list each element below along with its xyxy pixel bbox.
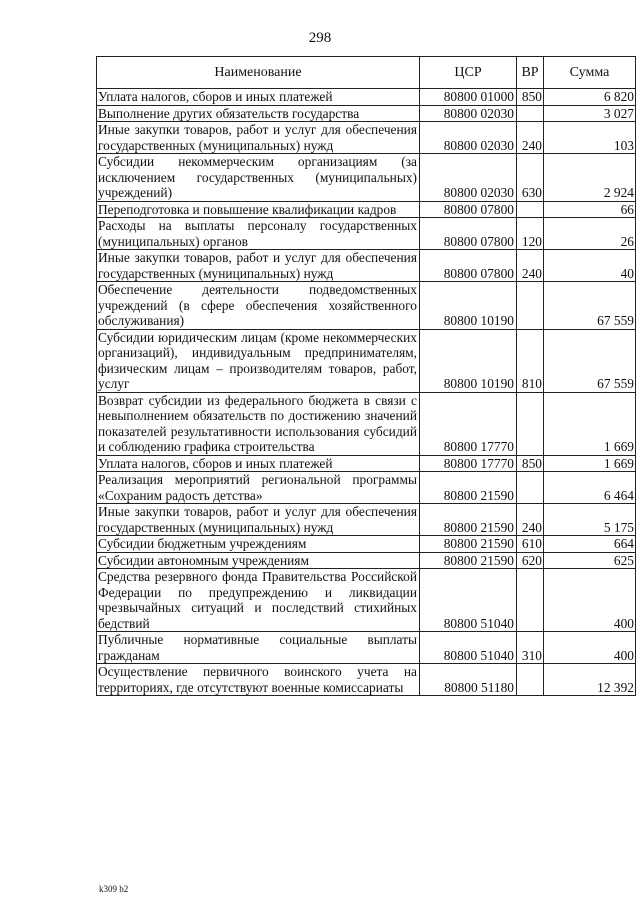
row-sum: 12 392 <box>544 664 636 696</box>
row-name: Уплата налогов, сборов и иных платежей <box>97 455 420 472</box>
row-csr: 80800 10190 <box>420 329 517 392</box>
row-vr: 850 <box>517 455 544 472</box>
row-name: Иные закупки товаров, работ и услуг для обеспечения государственных (муниципальных) нужд <box>97 122 420 154</box>
row-name: Расходы на выплаты персоналу государственных (муниципальных) органов <box>97 218 420 250</box>
row-csr: 80800 07800 <box>420 201 517 218</box>
row-name: Осуществление первичного воинского учета на территориях, где отсутствуют военные комиссариаты <box>97 664 420 696</box>
header-sum: Сумма <box>544 57 636 89</box>
row-vr <box>517 664 544 696</box>
table-row <box>97 536 636 553</box>
row-sum: 3 027 <box>544 105 636 122</box>
table-header-row <box>97 57 636 89</box>
row-csr: 80800 10190 <box>420 282 517 330</box>
row-vr: 620 <box>517 552 544 569</box>
table-row <box>97 122 636 154</box>
table-row <box>97 632 636 664</box>
row-csr: 80800 02030 <box>420 154 517 202</box>
row-csr: 80800 17770 <box>420 392 517 455</box>
row-name: Субсидии некоммерческим организациям (за исключением государственных (муниципальных) учреждений) <box>97 154 420 202</box>
header-name: Наименование <box>97 57 420 89</box>
table-row <box>97 504 636 536</box>
row-csr: 80800 07800 <box>420 218 517 250</box>
row-csr: 80800 21590 <box>420 472 517 504</box>
table-row <box>97 455 636 472</box>
row-csr: 80800 21590 <box>420 536 517 553</box>
row-csr: 80800 07800 <box>420 250 517 282</box>
budget-table <box>96 56 636 696</box>
row-csr: 80800 51180 <box>420 664 517 696</box>
row-csr: 80800 21590 <box>420 552 517 569</box>
row-csr: 80800 02030 <box>420 105 517 122</box>
row-csr: 80800 51040 <box>420 569 517 632</box>
row-csr: 80800 51040 <box>420 632 517 664</box>
row-name: Субсидии юридическим лицам (кроме некоммерческих организаций), индивидуальным предпринимателям, физическим лицам – производителям товаров, работ, услуг <box>97 329 420 392</box>
row-vr <box>517 569 544 632</box>
header-vr: ВР <box>517 57 544 89</box>
row-vr: 310 <box>517 632 544 664</box>
row-vr <box>517 105 544 122</box>
footer-code: k309 b2 <box>99 884 129 894</box>
row-vr: 240 <box>517 122 544 154</box>
row-sum: 1 669 <box>544 455 636 472</box>
row-sum: 2 924 <box>544 154 636 202</box>
row-sum: 400 <box>544 569 636 632</box>
row-name: Публичные нормативные социальные выплаты гражданам <box>97 632 420 664</box>
table-row <box>97 282 636 330</box>
row-sum: 66 <box>544 201 636 218</box>
row-sum: 400 <box>544 632 636 664</box>
row-name: Реализация мероприятий региональной программы «Сохраним радость детства» <box>97 472 420 504</box>
row-name: Обеспечение деятельности подведомственных учреждений (в сфере обеспечения хозяйственного обслуживания) <box>97 282 420 330</box>
row-vr: 850 <box>517 89 544 106</box>
row-csr: 80800 17770 <box>420 455 517 472</box>
row-name: Средства резервного фонда Правительства Российской Федерации по предупреждению и ликвидации чрезвычайных ситуаций и последствий стихийных бедствий <box>97 569 420 632</box>
row-name: Иные закупки товаров, работ и услуг для обеспечения государственных (муниципальных) нужд <box>97 504 420 536</box>
table-row <box>97 392 636 455</box>
row-vr: 630 <box>517 154 544 202</box>
row-csr: 80800 21590 <box>420 504 517 536</box>
table-row <box>97 154 636 202</box>
row-name: Иные закупки товаров, работ и услуг для обеспечения государственных (муниципальных) нужд <box>97 250 420 282</box>
header-csr: ЦСР <box>420 57 517 89</box>
table-row <box>97 552 636 569</box>
row-vr: 610 <box>517 536 544 553</box>
row-vr <box>517 472 544 504</box>
row-sum: 6 820 <box>544 89 636 106</box>
row-sum: 103 <box>544 122 636 154</box>
row-vr: 240 <box>517 504 544 536</box>
table-row <box>97 89 636 106</box>
row-sum: 664 <box>544 536 636 553</box>
page-number: 298 <box>308 30 332 46</box>
row-sum: 6 464 <box>544 472 636 504</box>
row-vr <box>517 282 544 330</box>
row-vr: 120 <box>517 218 544 250</box>
row-name: Уплата налогов, сборов и иных платежей <box>97 89 420 106</box>
row-vr: 240 <box>517 250 544 282</box>
table-row <box>97 329 636 392</box>
row-sum: 5 175 <box>544 504 636 536</box>
row-name: Субсидии бюджетным учреждениям <box>97 536 420 553</box>
row-sum: 625 <box>544 552 636 569</box>
row-name: Возврат субсидии из федерального бюджета в связи с невыполнением обязательств по достижению значений показателей результативности использования субсидий и соблюдению графика строительства <box>97 392 420 455</box>
row-vr <box>517 392 544 455</box>
table-row <box>97 201 636 218</box>
row-sum: 67 559 <box>544 329 636 392</box>
table-row <box>97 105 636 122</box>
table-row <box>97 664 636 696</box>
row-name: Субсидии автономным учреждениям <box>97 552 420 569</box>
row-sum: 1 669 <box>544 392 636 455</box>
row-csr: 80800 02030 <box>420 122 517 154</box>
table-row <box>97 472 636 504</box>
row-sum: 26 <box>544 218 636 250</box>
table-row <box>97 250 636 282</box>
row-sum: 67 559 <box>544 282 636 330</box>
row-name: Выполнение других обязательств государства <box>97 105 420 122</box>
table-row <box>97 569 636 632</box>
row-sum: 40 <box>544 250 636 282</box>
row-vr <box>517 201 544 218</box>
row-vr: 810 <box>517 329 544 392</box>
row-csr: 80800 01000 <box>420 89 517 106</box>
row-name: Переподготовка и повышение квалификации кадров <box>97 201 420 218</box>
table-row <box>97 218 636 250</box>
